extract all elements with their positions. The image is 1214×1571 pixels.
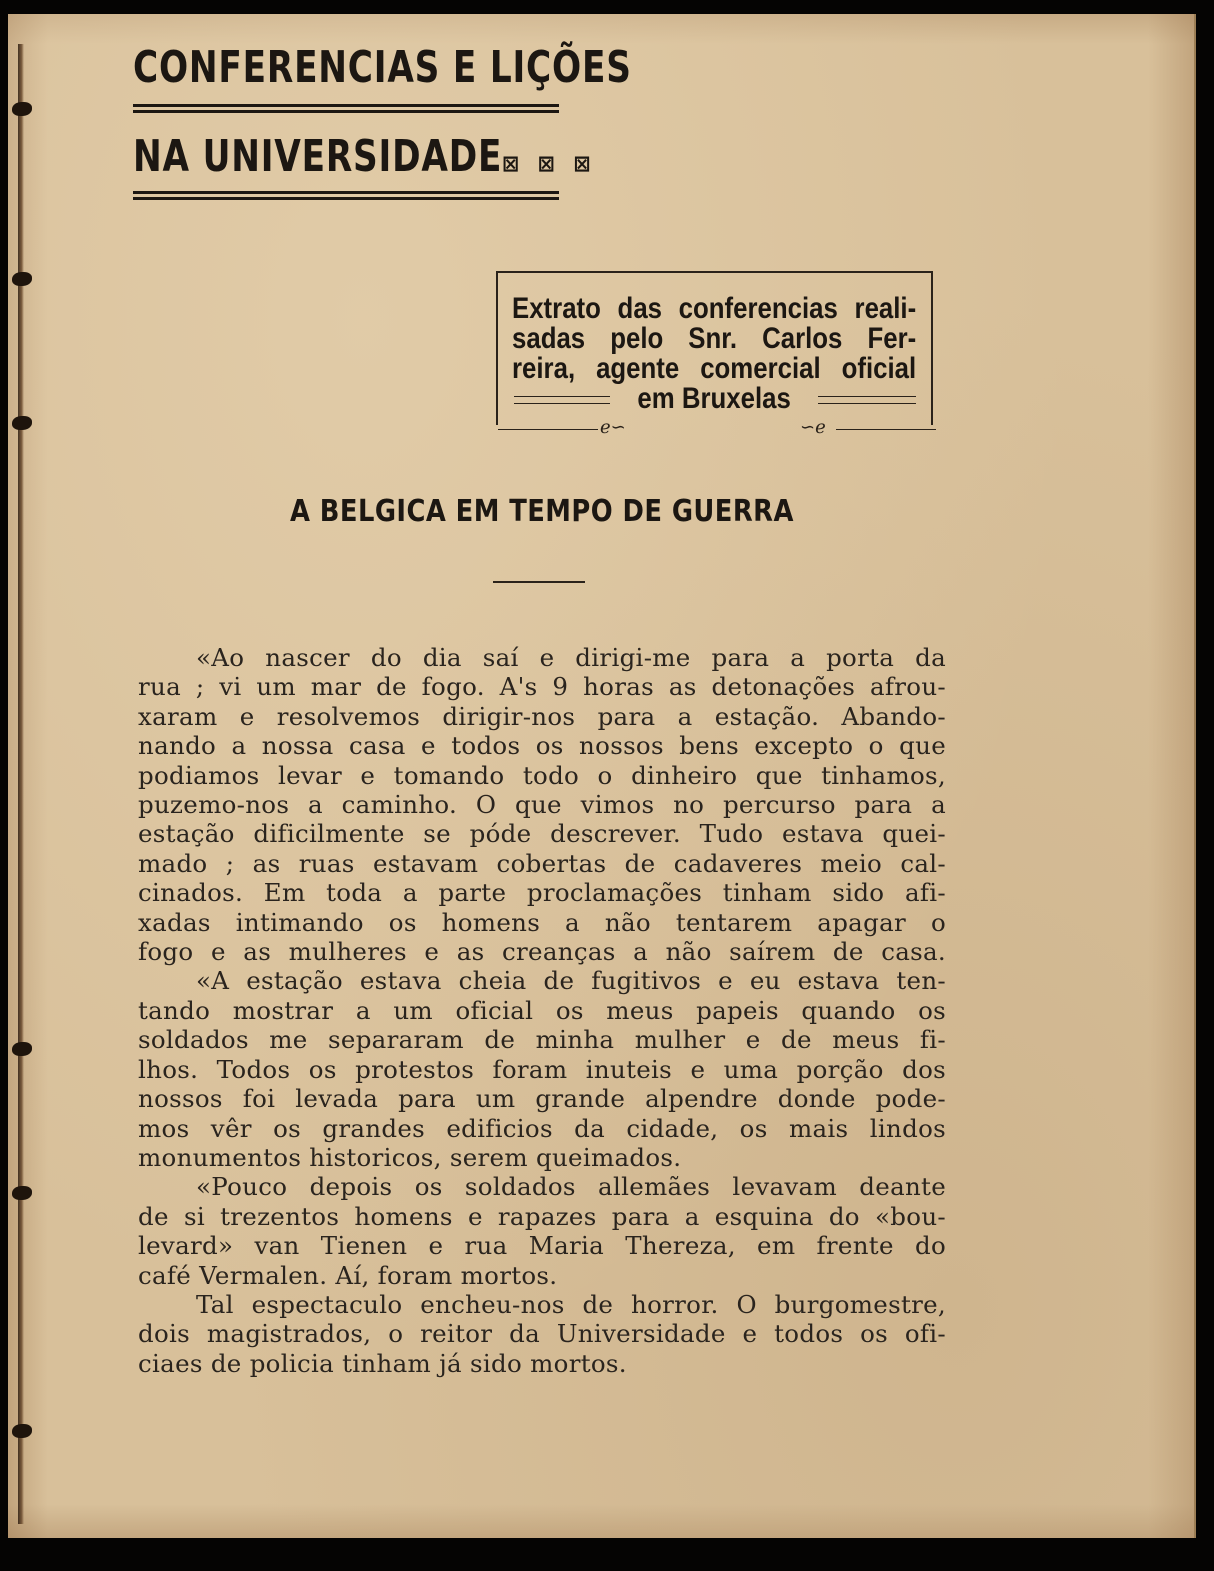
binding-stitch — [12, 416, 32, 430]
body-line: xadas intimando os homens a não tentarem apagar o — [138, 907, 946, 937]
body-line: mado ; as ruas estavam cobertas de cadaveres meio cal- — [138, 848, 946, 878]
binding-stitch — [12, 1042, 32, 1056]
binding-stitch — [12, 1424, 32, 1438]
swirl-icon: ∽ℯ — [800, 417, 826, 438]
title-divider — [493, 581, 585, 583]
masthead-line-2-text: NA UNIVERSIDADE — [133, 131, 503, 182]
extract-line: reira, agente comercial oficial — [512, 352, 917, 385]
masthead-title-line-1: CONFERENCIAS E LIÇÕES — [133, 42, 632, 93]
body-line: Tal espectaculo encheu-nos de horror. O burgomestre, — [196, 1289, 946, 1319]
body-line: nando a nossa casa e todos os nossos bens excepto o que — [138, 731, 946, 761]
article-body — [138, 643, 946, 1378]
masthead-title-line-2 — [133, 131, 597, 182]
decorative-rule — [498, 429, 598, 430]
body-line: de si trezentos homens e rapazes para a esquina do «bou- — [138, 1201, 946, 1231]
body-line: soldados me separaram de minha mulher e de meus fi- — [138, 1025, 946, 1055]
body-line: tando mostrar a um oficial os meus papeis quando os — [138, 995, 946, 1025]
body-line: estação dificilmente se póde descrever. Tudo estava quei- — [138, 819, 946, 849]
body-line: xaram e resolvemos dirigir-nos para a estação. Abando- — [138, 701, 946, 731]
body-line: podiamos levar e tomando todo o dinheiro que tinhamos, — [138, 760, 946, 790]
body-line: ciaes de policia tinham já sido mortos. — [138, 1348, 627, 1378]
article-title: A BELGICA EM TEMPO DE GUERRA — [290, 494, 794, 529]
masthead-double-rule — [133, 191, 559, 200]
binding-stitch — [12, 1186, 32, 1200]
decorative-rule — [818, 396, 916, 404]
body-line: mos vêr os grandes edificios da cidade, os mais lindos — [138, 1113, 946, 1143]
body-line: rua ; vi um mar de fogo. A's 9 horas as detonações afrou- — [138, 672, 946, 702]
binding-stitch — [12, 102, 32, 116]
body-line: café Vermalen. Aí, foram mortos. — [138, 1260, 558, 1290]
masthead-double-rule — [133, 104, 559, 113]
extract-line: sadas pelo Snr. Carlos Fer- — [512, 322, 917, 355]
body-line: cinados. Em toda a parte proclamações tinham sido afi- — [138, 878, 946, 908]
body-line: puzemo-nos a caminho. O que vimos no percurso para a — [138, 790, 946, 820]
decorative-rule — [514, 396, 610, 404]
body-line: levard» van Tienen e rua Maria Thereza, em frente do — [138, 1231, 946, 1261]
body-line: dois magistrados, o reitor da Universidade e todos os ofi- — [138, 1319, 946, 1349]
body-line: nossos foi levada para um grande alpendre donde pode- — [138, 1084, 946, 1114]
decorative-rule — [836, 429, 936, 430]
body-line: «Ao nascer do dia saí e dirigi-me para a porta da — [196, 643, 946, 672]
body-line: monumentos historicos, serem queimados. — [138, 1142, 682, 1172]
body-line: fogo e as mulheres e as creanças a não saírem de casa. — [138, 937, 946, 967]
swirl-icon: ℯ∽ — [600, 417, 626, 438]
body-line: lhos. Todos os protestos foram inuteis e uma porção dos — [138, 1054, 946, 1084]
body-line: «A estação estava cheia de fugitivos e eu estava ten- — [196, 966, 946, 996]
binding-stitch — [12, 272, 32, 286]
masthead — [133, 42, 632, 200]
extract-line: em Bruxelas — [637, 382, 791, 415]
binding-edge — [18, 44, 24, 1524]
body-line: «Pouco depois os soldados allemães levavam deante — [196, 1172, 946, 1202]
extract-line: Extrato das conferencias reali- — [512, 292, 917, 325]
ornament-icons: ⊠ ⊠ ⊠ — [502, 152, 597, 177]
